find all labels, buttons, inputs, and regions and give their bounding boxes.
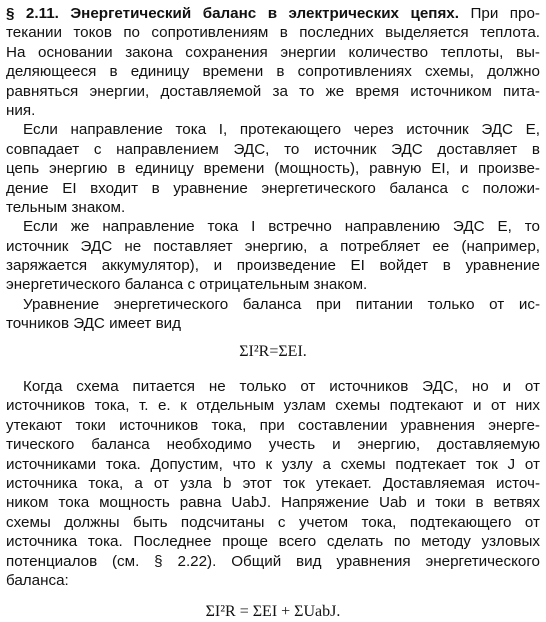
paragraph-5-line: источника тока. Последнее проще всего сделать по методу узловых — [6, 533, 540, 551]
paragraph-5-line: источников тока, т. е. к отдельным узлам схемы подтекают и от них — [6, 397, 540, 415]
paragraph-3-line: Если же направление тока I встречно направлению ЭДС E, то — [23, 218, 540, 236]
paragraph-1-line: текании токов по сопротивлениям в последних выделяется теплота. — [6, 24, 540, 42]
paragraph-1-line: ния. — [6, 101, 36, 119]
paragraph-5-line: тического баланса необходимо учесть и энергию, доставляемую — [6, 436, 540, 454]
paragraph-5-line: источника тока, а от узла b этот ток утекает. Доставляемая источ- — [6, 474, 540, 492]
section-heading-line — [6, 4, 540, 23]
energy-balance-formula-2: ΣI²R = ΣEI + ΣUabJ. — [205, 603, 341, 621]
paragraph-5-line: утекают токи источников тока, при составлении уравнения энерге- — [6, 416, 540, 434]
paragraph-2-line: цепь энергию в единицу времени (мощность), равную EI, и произве- — [6, 160, 540, 178]
paragraph-2-line: совпадает с направлением ЭДС, то источник ЭДС доставляет в — [6, 140, 540, 158]
paragraph-5-line: ником тока мощность равна UabJ. Напряжение Uab и токи в ветвях — [6, 494, 540, 512]
paragraph-2-line: дение EI входит в уравнение энергетического баланса с положи- — [6, 179, 540, 197]
paragraph-5-line: источниками тока. Допустим, что к узлу a схемы подтекает ток J от — [6, 455, 540, 473]
paragraph-3-line: энергетического баланса с отрицательным знаком. — [6, 276, 368, 294]
paragraph-4-line: Уравнение энергетического баланса при питании только от ис- — [23, 295, 540, 313]
paragraph-2-line: тельным знаком. — [6, 198, 126, 216]
paragraph-5-line: Когда схема питается не только от источников ЭДС, но и от — [23, 378, 540, 396]
paragraph-1-line: На основании закона сохранения энергии количество теплоты, вы- — [6, 43, 540, 61]
paragraph-1-line: равняться энергии, доставляемой за то же время источником пита- — [6, 82, 540, 100]
section-title: Энергетический баланс в электрических цепях. — [70, 5, 459, 22]
paragraph-3-line: заряжается аккумулятор), и произведение EI войдет в уравнение — [6, 257, 540, 275]
paragraph-3-line: источник ЭДС не поставляет энергию, а потребляет ее (например, — [6, 237, 540, 255]
energy-balance-formula-1: ΣI²R=ΣEI. — [239, 342, 307, 360]
paragraph-2-line: Если направление тока I, протекающего через источник ЭДС E, — [23, 121, 540, 139]
section-number: § 2.11. — [6, 5, 59, 22]
paragraph-4-line: точников ЭДС имеет вид — [6, 315, 182, 333]
paragraph-1-line: деляющееся в единицу времени в сопротивлениях схемы, должно — [6, 63, 540, 81]
heading-line-tail: При про- — [470, 5, 540, 22]
paragraph-5-line: баланса: — [6, 571, 69, 589]
paragraph-5-line: схемы должны быть подсчитаны с учетом тока, подтекающего от — [6, 513, 540, 531]
paragraph-5-line: потенциалов (см. § 2.22). Общий вид уравнения энергетического — [6, 552, 540, 570]
